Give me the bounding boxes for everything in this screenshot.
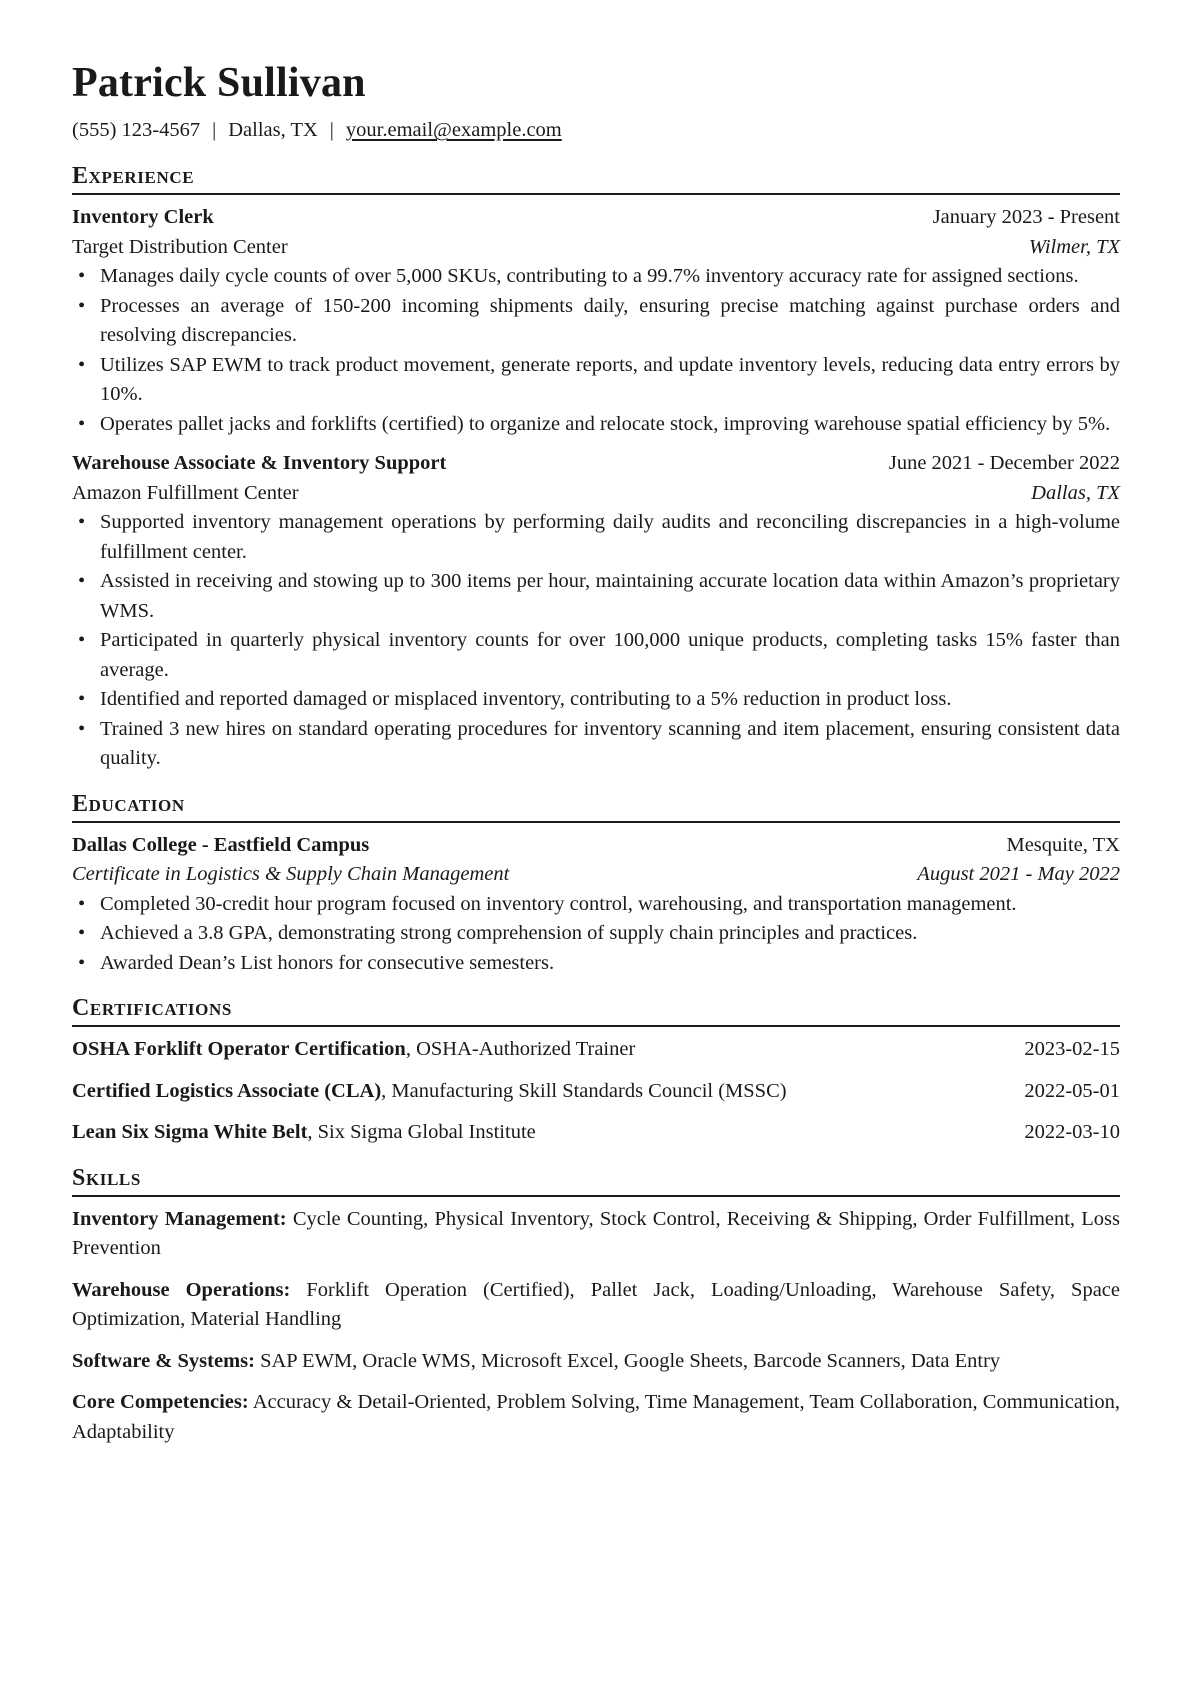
company-name: Target Distribution Center — [72, 235, 288, 258]
experience-section — [72, 162, 1120, 774]
skill-category — [72, 1276, 1120, 1335]
job-entry — [72, 449, 1120, 774]
bullet-icon: • — [78, 892, 86, 915]
certifications-section — [72, 994, 1120, 1148]
section-heading-skills: Skills — [72, 1164, 1120, 1197]
bullet-list — [72, 890, 1120, 979]
school-location: Mesquite, TX — [1006, 833, 1120, 856]
bullet-item: • Completed 30-credit hour program focused on inventory control, warehousing, and transportation management. — [72, 890, 1120, 920]
bullet-icon: • — [78, 922, 86, 944]
bullet-item: • Utilizes SAP EWM to track product movement, generate reports, and update inventory levels, reducing data entry errors by 10%. — [72, 351, 1120, 410]
skills-section — [72, 1164, 1120, 1448]
bullet-icon: • — [78, 353, 86, 376]
company-name: Amazon Fulfillment Center — [72, 481, 299, 504]
location: Dallas, TX — [228, 119, 318, 141]
certification-issuer: , OSHA-Authorized Trainer — [405, 1038, 636, 1060]
separator: | — [329, 119, 334, 141]
certification-date: 2022-03-10 — [1024, 1121, 1120, 1143]
certification-name: OSHA Forklift Operator Certification — [72, 1038, 406, 1060]
bullet-item: • Participated in quarterly physical inventory counts for over 100,000 unique products, completing tasks 15% faster than average. — [72, 626, 1120, 685]
job-location: Dallas, TX — [1031, 481, 1120, 504]
phone: (555) 123-4567 — [72, 119, 201, 141]
education-section — [72, 790, 1120, 979]
bullet-icon: • — [78, 511, 86, 533]
skill-label: Inventory Management: — [72, 1207, 287, 1230]
skill-values: Cycle Counting, Physical Inventory, Stock Control, Receiving & Shipping, Order Fulfillment, Loss Prevention — [72, 1207, 1121, 1259]
section-heading-experience: Experience — [72, 162, 1120, 195]
certification-item — [72, 1077, 1120, 1107]
bullet-item: • Achieved a 3.8 GPA, demonstrating strong comprehension of supply chain principles and practices. — [72, 919, 1120, 949]
bullet-icon: • — [78, 265, 86, 287]
bullet-icon: • — [78, 570, 86, 592]
certification-date: 2022-05-01 — [1024, 1079, 1120, 1102]
bullet-icon: • — [78, 688, 86, 710]
skill-values: SAP EWM, Oracle WMS, Microsoft Excel, Google Sheets, Barcode Scanners, Data Entry — [254, 1349, 1001, 1372]
bullet-item: • Identified and reported damaged or misplaced inventory, contributing to a 5% reduction in product loss. — [72, 685, 1120, 715]
skill-category — [72, 1205, 1120, 1264]
bullet-item: • Manages daily cycle counts of over 5,000 SKUs, contributing to a 99.7% inventory accuracy rate for assigned sections. — [72, 262, 1120, 292]
skill-values: Forklift Operation (Certified), Pallet Jack, Loading/Unloading, Warehouse Safety, Space Optimization, Material Handling — [72, 1278, 1120, 1330]
contact-line — [72, 116, 1120, 144]
job-title: Warehouse Associate & Inventory Support — [72, 452, 447, 474]
section-heading-certifications: Certifications — [72, 994, 1120, 1027]
bullet-item: • Assisted in receiving and stowing up to 300 items per hour, maintaining accurate location data within Amazon’s proprietary WMS. — [72, 567, 1120, 626]
bullet-icon: • — [78, 294, 86, 317]
school-name: Dallas College - Eastfield Campus — [72, 833, 370, 856]
separator: | — [212, 119, 217, 141]
bullet-icon: • — [78, 951, 86, 974]
degree-name: Certificate in Logistics & Supply Chain Management — [72, 863, 510, 885]
bullet-item: • Processes an average of 150-200 incoming shipments daily, ensuring precise matching against purchase orders and resolving discrepancies. — [72, 292, 1120, 351]
bullet-icon: • — [78, 412, 86, 435]
bullet-item: • Trained 3 new hires on standard operating procedures for inventory scanning and item placement, ensuring consistent data quality. — [72, 715, 1120, 774]
skill-values: Accuracy & Detail-Oriented, Problem Solving, Time Management, Team Collaboration, Communication, Adaptability — [72, 1391, 1120, 1443]
certification-item — [72, 1118, 1120, 1148]
bullet-item: • Supported inventory management operations by performing daily audits and reconciling discrepancies in a high-volume fulfillment center. — [72, 508, 1120, 567]
certification-name: Lean Six Sigma White Belt — [72, 1121, 308, 1143]
skill-label: Core Competencies: — [72, 1391, 249, 1413]
skill-category — [72, 1347, 1120, 1377]
bullet-icon: • — [78, 717, 86, 740]
bullet-list — [72, 262, 1120, 439]
candidate-name: Patrick Sullivan — [72, 60, 366, 106]
certification-item — [72, 1035, 1120, 1065]
bullet-icon: • — [78, 629, 86, 651]
certification-issuer: , Six Sigma Global Institute — [307, 1121, 536, 1143]
education-dates: August 2021 - May 2022 — [917, 863, 1120, 885]
job-dates: June 2021 - December 2022 — [888, 452, 1120, 474]
bullet-item: • Operates pallet jacks and forklifts (certified) to organize and relocate stock, improving warehouse spatial efficiency by 5%. — [72, 410, 1120, 440]
certification-date: 2023-02-15 — [1024, 1038, 1120, 1060]
job-location: Wilmer, TX — [1028, 235, 1120, 258]
bullet-item: • Awarded Dean’s List honors for consecutive semesters. — [72, 949, 1120, 979]
email-link[interactable]: your.email@example.com — [345, 119, 562, 141]
certification-name: Certified Logistics Associate (CLA) — [72, 1079, 382, 1102]
skill-category — [72, 1388, 1120, 1447]
skill-label: Warehouse Operations: — [72, 1278, 291, 1301]
section-heading-education: Education — [72, 790, 1120, 823]
certification-issuer: , Manufacturing Skill Standards Council (MSSC) — [381, 1079, 787, 1102]
job-entry — [72, 203, 1120, 439]
bullet-list — [72, 508, 1120, 774]
job-dates: January 2023 - Present — [932, 206, 1120, 228]
job-title: Inventory Clerk — [72, 206, 214, 228]
skill-label: Software & Systems: — [72, 1349, 255, 1372]
